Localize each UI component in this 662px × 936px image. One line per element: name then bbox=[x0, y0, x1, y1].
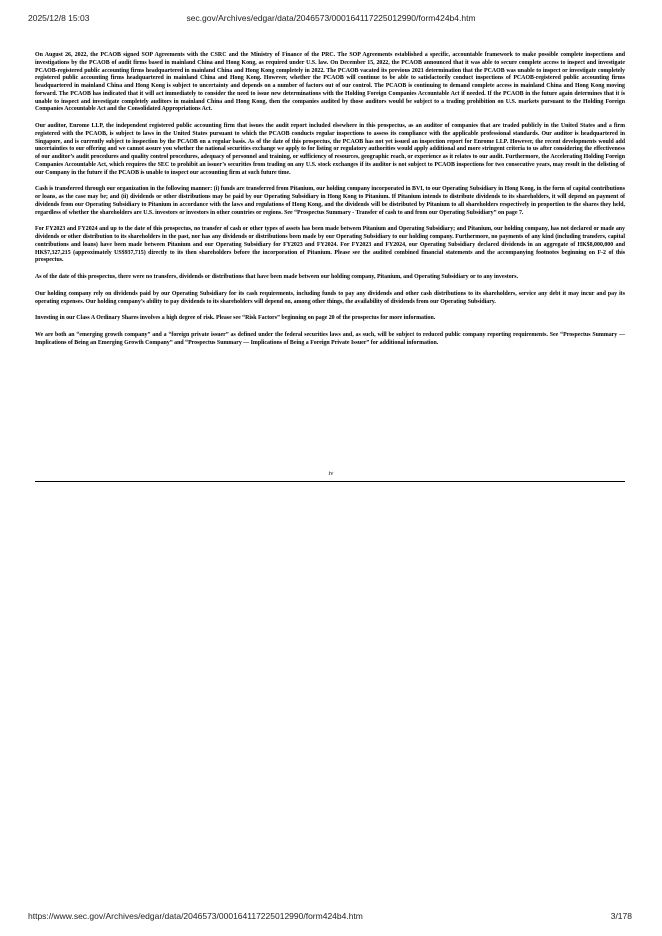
page-number: iv bbox=[328, 470, 334, 477]
paragraph-emerging-growth: We are both an “emerging growth company” and a “foreign private issuer” as defined under the federal securities laws and, as such, will be subject to reduced public company reporting requirements. See “Prospectus Summary — Implications of Being an Emerging Growth Company” and “Prospectus Summary — Implications of Being a Foreign Private Issuer” for additional information. bbox=[35, 332, 625, 346]
print-url-title: sec.gov/Archives/edgar/data/2046573/000164117225012990/form424b4.htm bbox=[186, 13, 476, 23]
paragraph-no-transfers: As of the date of this prospectus, there were no transfers, dividends or distributions that have been made between our holding company, Pitanium, and Operating Subsidiary or to any investors. bbox=[35, 274, 519, 280]
print-page-count: 3/178 bbox=[610, 911, 632, 921]
print-footer bbox=[0, 909, 662, 923]
document-body bbox=[35, 52, 625, 355]
paragraph-auditor-enrome: Our auditor, Enrome LLP, the independent registered public accounting firm that issues the audit report included elsewhere in this prospectus, as an auditor of companies that are traded publicly in the United States and a firm registered with the PCAOB, is subject to laws in the United States pursuant to which the PCAOB conducts regular inspections to assess its compliance with the applicable professional standards. Our auditor is headquartered in Singapore, and is currently subject to inspection by the PCAOB on a regular basis. As of the date of this prospectus, the PCAOB has not yet issued an inspection report for Enrome LLP. However, the recent developments would add uncertainties to our offering and we cannot assure you whether the national securities exchange we apply to for listing or regulatory authorities would apply additional and more stringent criteria to us after considering the effectiveness of our auditor’s audit procedures and quality control procedures, adequacy of personnel and training, or sufficiency of resources, geographic reach, or experience as it relates to our audit. Furthermore, the Accelerating Holding Foreign Companies Accountable Act, which requires the SEC to prohibit an issuer’s securities from trading on any U.S. stock exchanges if its auditor is not subject to PCAOB inspections for two consecutive years, may result in the delisting of our Company in the future if the PCAOB is unable to inspect our accounting firm at such future time. bbox=[35, 123, 625, 176]
paragraph-pcaob-sop-agreements: On August 26, 2022, the PCAOB signed SOP Agreements with the CSRC and the Ministry of Finance of the PRC. The SOP Agreements established a specific, accountable framework to make possible complete inspections and investigations by the PCAOB of audit firms based in mainland China and Hong Kong, as required under U.S. law. On December 15, 2022, the PCAOB announced that it was able to secure complete access to inspect and investigate PCAOB-registered public accounting firms headquartered in mainland China and Hong Kong completely in 2022. The PCAOB vacated its previous 2021 determination that the PCAOB was unable to inspect or investigate completely registered public accounting firms headquartered in mainland China and Hong Kong. However, whether the PCAOB will continue to be able to satisfactorily conduct inspections of PCAOB-registered public accounting firms headquartered in mainland China and Hong Kong is subject to uncertainty and depends on a number of factors out of our control. The PCAOB is continuing to demand complete access in mainland China and Hong Kong moving forward. The PCAOB has indicated that it will act immediately to consider the need to issue new determinations with the Holding Foreign Companies Accountable Act if needed. If the PCAOB in the future again determines that it is unable to inspect and investigate completely auditors in mainland China and Hong Kong, then the companies audited by those auditors would be subject to a trading prohibition on U.S. markets pursuant to the Holding Foreign Companies Accountable Act and the Consolidated Appropriations Act. bbox=[35, 52, 625, 113]
page-divider bbox=[35, 481, 625, 482]
print-datetime: 2025/12/8 15:03 bbox=[28, 13, 90, 23]
paragraph-cash-transfer: Cash is transferred through our organization in the following manner: (i) funds are transferred from Pitanium, our holding company incorporated in BVI, to our Operating Subsidiary in Hong Kong, in the form of capital contributions or loans, as the case may be; and (ii) dividends or other distributions may be paid by our Operating Subsidiary in Hong Kong to Pitanium. If Pitanium intends to distribute dividends to its shareholders, it will depend on payment of dividends from our Operating Subsidiary to Pitanium in accordance with the laws and regulations of Hong Kong, and the dividends will be distributed by Pitanium to all shareholders respectively in proportion to the shares they held, regardless of whether the shareholders are U.S. investors or investors in other countries or regions. See “Prospectus Summary - Transfer of cash to and from our Operating Subsidiary” on page 7. bbox=[35, 186, 625, 216]
paragraph-holding-company-dividends: Our holding company rely on dividends paid by our Operating Subsidiary for its cash requirements, including funds to pay any dividends and other cash distributions to its shareholders, service any debt it may incur and pay its operating expenses. Our holding company’s ability to pay dividends to its shareholders will depend on, among other things, the availability of dividends from our Operating Subsidiary. bbox=[35, 290, 625, 305]
print-footer-url: https://www.sec.gov/Archives/edgar/data/2046573/000164117225012990/form424b4.htm bbox=[28, 911, 363, 921]
print-header bbox=[0, 11, 662, 25]
paragraph-risk-factors: Investing in our Class A Ordinary Shares involves a high degree of risk. Please see “Risk Factors” beginning on page 20 of the prospectus for more information. bbox=[35, 315, 436, 322]
paragraph-fy2023-fy2024: For FY2023 and FY2024 and up to the date of this prospectus, no transfer of cash or other types of assets has been made between Pitanium and Operating Subsidiary; and Pitanium, our holding company, has not declared or made any dividends or other distribution to its shareholders in the past, nor has any dividends or distributions been made by our Operating Subsidiary to our holding company. Furthermore, no payments of any kind (including transfers, capital contributions and loans) have been made between Pitanium and our Operating Subsidiary for FY2023 and FY2024. For FY2023 and FY2024, our Operating Subsidiary declared dividends in an aggregate of HK$8,000,000 and HK$7,327,215 (approximately US$937,715) directly to its then shareholders before the incorporation of Pitanium. Please see the audited combined financial statements and the accompanying footnotes beginning on F-2 of this prospectus. bbox=[35, 226, 625, 264]
